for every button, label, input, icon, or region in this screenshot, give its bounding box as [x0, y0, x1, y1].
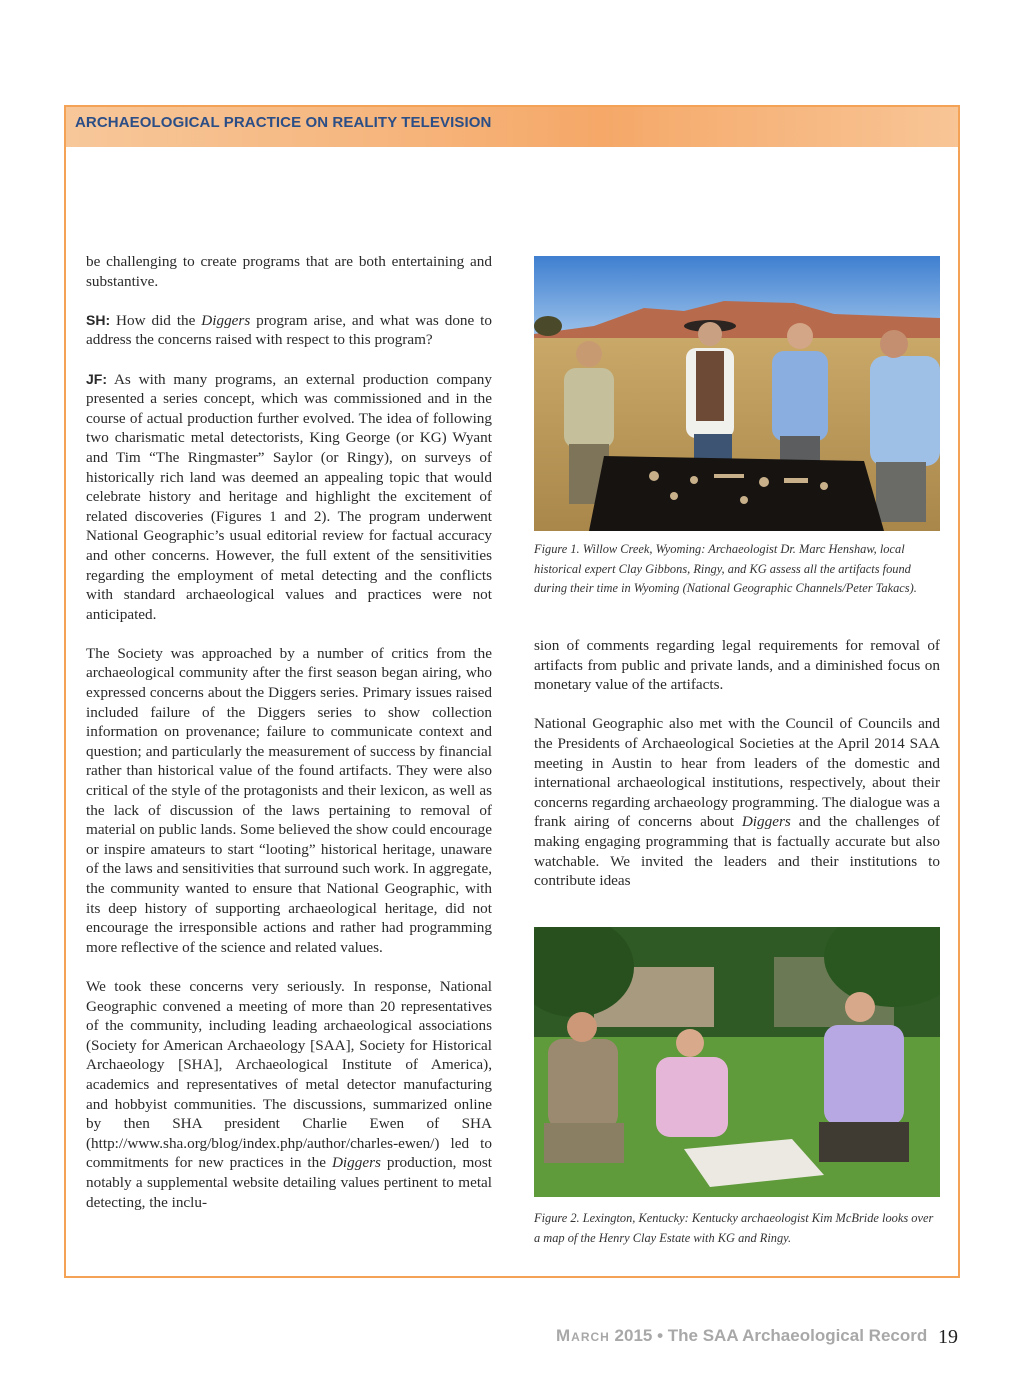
- right-column: [534, 636, 940, 891]
- paragraph: We took these concerns very seriously. In response, National Geographic convened a meeting of more than 20 representatives of the community, including leading archaeological associations (Society for American Archaeology [SAA], Society for Historical Archaeology [SHA], Archaeological Institute of America), academics and representatives of metal detector manufacturing and hobbyist communities. The discussions, summarized online by then SHA president Charlie Ewen of SHA (http://www.sha.org/blog/index.php/author/charles-ewen/) led to commitments for new practices in the Diggers production, most notably a supplemental website detailing values pertinent to metal detecting, the inclu-: [86, 977, 492, 1211]
- paragraph: The Society was approached by a number of critics from the archaeological community after the first season began airing, who expressed concerns about the Diggers series. Primary issues raised included failure of the Diggers series to show collection information on provenance; failure to communicate context and question; and particularly the measurement of success by financial rather than historical value of the found artifacts. They were also critical of the style of the protagonists and their lexicon, as well as the lack of discussion of the laws pertaining to removal of material on public lands. Some believed the show could encourage or inspire amateurs to start “looting” historical heritage, unaware of the laws and sensitivities that surround such work. In aggregate, the community wanted to ensure that National Geographic, with its deep history of supporting archaeological heritage, did not encourage the irresponsible actions and rather had programming more reflective of the science and related values.: [86, 644, 492, 956]
- paragraph: be challenging to create programs that are both entertaining and substantive.: [86, 253, 492, 290]
- footer-running-title: March 2015 • The SAA Archaeological Record: [556, 1326, 928, 1345]
- paragraph: SH: How did the Diggers program arise, and what was done to address the concerns raised with respect to this program?: [86, 311, 492, 349]
- paragraph: JF: As with many programs, an external production company presented a series concept, which was commissioned and in the course of actual production further evolved. The idea of following two charismatic metal detectorists, King George (or KG) Wyant and Tim “The Ringmaster” Saylor (or Ringy), on surveys of historically rich land was deemed an appealing topic that would celebrate history and heritage and highlight the excitement of related discoveries (Figures 1 and 2). The program underwent National Geographic’s usual editorial review for factual accuracy and other concerns. However, the full extent of the sensitivities regarding the employment of metal detecting and the conflicts with standard archaeological values and practices were not anticipated.: [86, 370, 492, 623]
- speaker-label: JF:: [86, 370, 107, 387]
- speaker-label: SH:: [86, 311, 111, 328]
- section-title: ARCHAEOLOGICAL PRACTICE ON REALITY TELEVISION: [75, 114, 492, 131]
- paragraph: National Geographic also met with the Council of Councils and the Presidents of Archaeological Societies at the April 2014 SAA meeting in Austin to hear from leaders of the domestic and international archaeological institutions, respectively, about their concerns regarding archaeology programming. The dialogue was a frank airing of concerns about Diggers and the challenges of making engaging programming that is factually accurate but also watchable. We invited the leaders and their institutions to contribute ideas: [534, 715, 940, 890]
- figure-2-photo: [534, 927, 940, 1197]
- page-number: 19: [938, 1326, 958, 1348]
- left-column: [86, 252, 492, 1212]
- figure-2-caption: Figure 2. Lexington, Kentucky: Kentucky archaeologist Kim McBride looks over a map of the Henry Clay Estate with KG and Ringy.: [534, 1211, 934, 1245]
- paragraph: sion of comments regarding legal requirements for removal of artifacts from public and private lands, and a diminished focus on monetary value of the artifacts.: [534, 637, 940, 694]
- figure-1-photo: [534, 256, 940, 531]
- figure-1-caption: Figure 1. Willow Creek, Wyoming: Archaeologist Dr. Marc Henshaw, local historical expert Clay Gibbons, Ringy, and KG assess all the artifacts found during their time in Wyoming (National Geographic Channels/Peter Takacs).: [534, 542, 917, 596]
